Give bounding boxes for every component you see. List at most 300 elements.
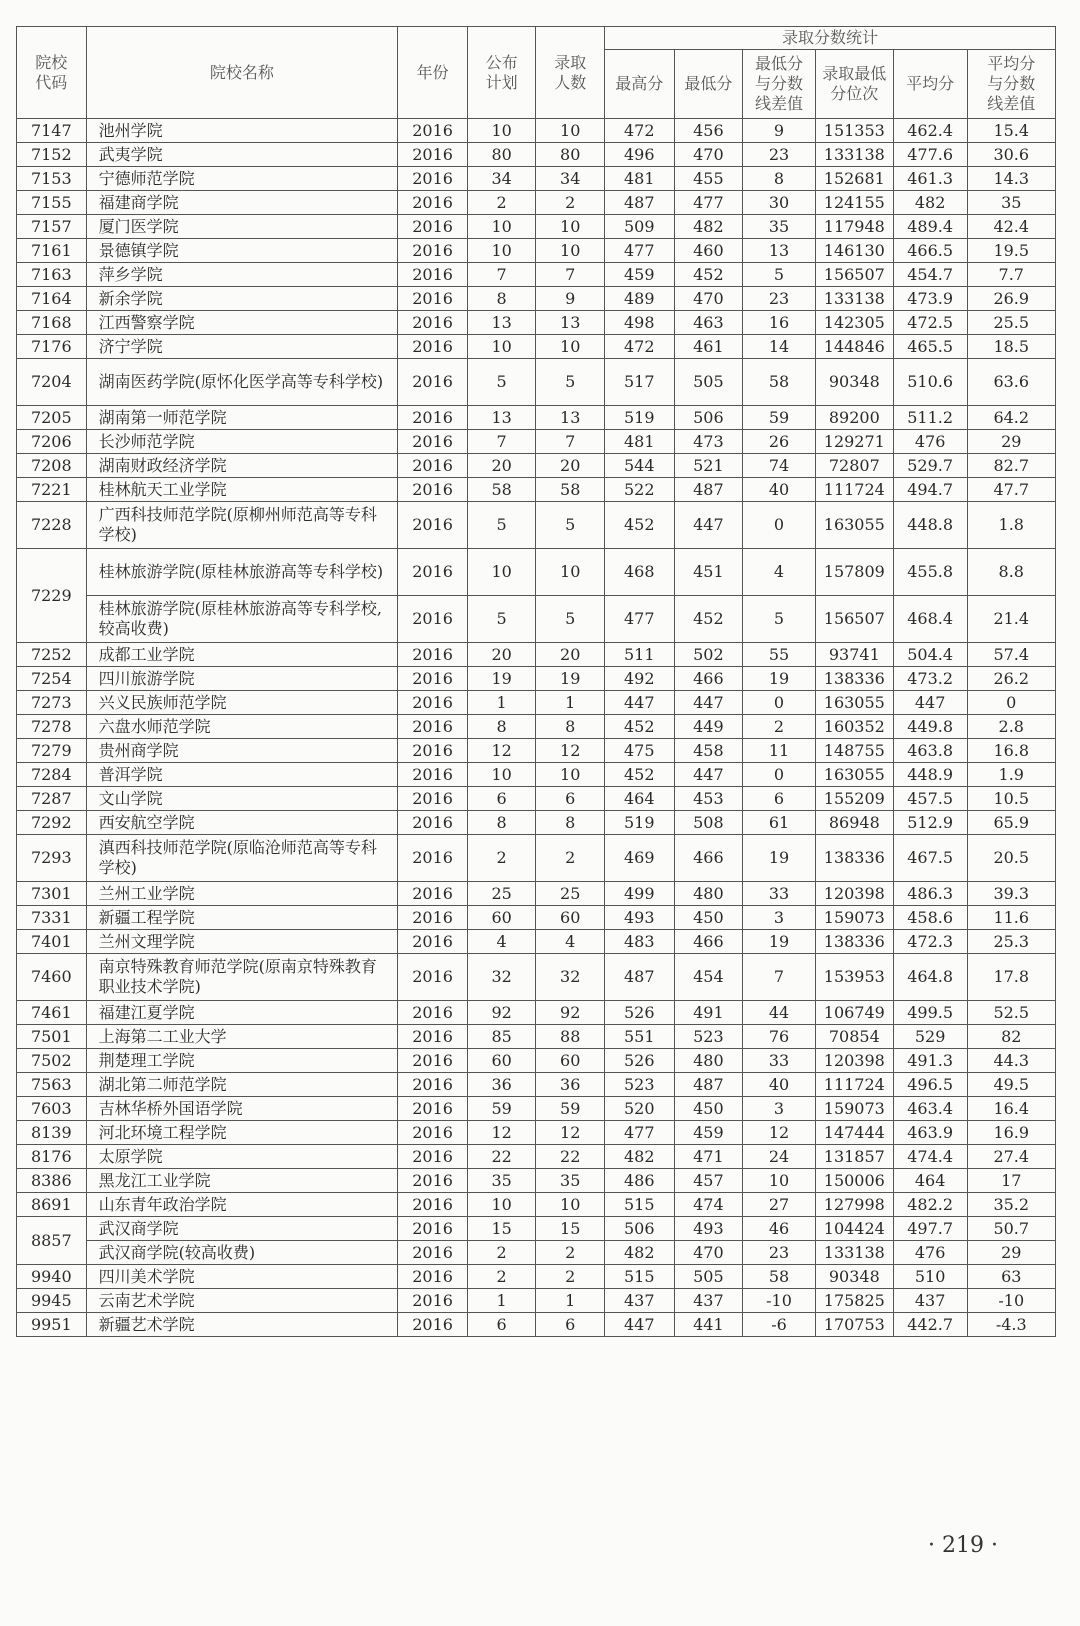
cell-min: 466 xyxy=(674,930,743,954)
table-row xyxy=(17,119,1056,143)
cell-min-diff: 3 xyxy=(743,1097,816,1121)
cell-plan: 19 xyxy=(467,667,536,691)
cell-min-diff: 0 xyxy=(743,763,816,787)
cell-code: 7401 xyxy=(17,930,87,954)
table-row xyxy=(17,954,1056,1001)
cell-avg-diff: 82 xyxy=(967,1025,1055,1049)
cell-max: 520 xyxy=(604,1097,674,1121)
cell-avg: 464.8 xyxy=(893,954,967,1001)
cell-code: 7208 xyxy=(17,454,87,478)
cell-max: 469 xyxy=(604,835,674,882)
cell-max: 498 xyxy=(604,311,674,335)
cell-year: 2016 xyxy=(398,691,468,715)
cell-avg: 529.7 xyxy=(893,454,967,478)
cell-year: 2016 xyxy=(398,430,468,454)
cell-admitted: 13 xyxy=(536,406,605,430)
cell-code: 7161 xyxy=(17,239,87,263)
cell-year: 2016 xyxy=(398,263,468,287)
cell-min-rank: 111724 xyxy=(815,478,893,502)
cell-admitted: 80 xyxy=(536,143,605,167)
cell-avg: 465.5 xyxy=(893,335,967,359)
cell-code: 7153 xyxy=(17,167,87,191)
cell-avg-diff: 10.5 xyxy=(967,787,1055,811)
cell-min: 523 xyxy=(674,1025,743,1049)
cell-admitted: 15 xyxy=(536,1217,605,1241)
cell-min: 447 xyxy=(674,763,743,787)
cell-max: 526 xyxy=(604,1001,674,1025)
cell-avg-diff: 29 xyxy=(967,430,1055,454)
cell-admitted: 8 xyxy=(536,811,605,835)
table-row xyxy=(17,311,1056,335)
table-row xyxy=(17,763,1056,787)
cell-name: 江西警察学院 xyxy=(86,311,398,335)
cell-name: 宁德师范学院 xyxy=(86,167,398,191)
cell-min-diff: 19 xyxy=(743,667,816,691)
cell-min-rank: 146130 xyxy=(815,239,893,263)
cell-admitted: 6 xyxy=(536,787,605,811)
cell-year: 2016 xyxy=(398,1097,468,1121)
cell-min: 505 xyxy=(674,359,743,406)
cell-max: 483 xyxy=(604,930,674,954)
cell-name: 兴义民族师范学院 xyxy=(86,691,398,715)
cell-year: 2016 xyxy=(398,359,468,406)
cell-year: 2016 xyxy=(398,1193,468,1217)
cell-avg: 463.4 xyxy=(893,1097,967,1121)
cell-avg: 448.9 xyxy=(893,763,967,787)
cell-min-diff: 13 xyxy=(743,239,816,263)
cell-min-rank: 160352 xyxy=(815,715,893,739)
cell-avg: 467.5 xyxy=(893,835,967,882)
cell-min-diff: 19 xyxy=(743,930,816,954)
cell-admitted: 7 xyxy=(536,263,605,287)
cell-code: 7603 xyxy=(17,1097,87,1121)
cell-year: 2016 xyxy=(398,1001,468,1025)
cell-code: 7228 xyxy=(17,502,87,549)
cell-min-rank: 144846 xyxy=(815,335,893,359)
cell-avg-diff: 1.8 xyxy=(967,502,1055,549)
cell-avg-diff: -10 xyxy=(967,1289,1055,1313)
cell-avg-diff: 8.8 xyxy=(967,549,1055,596)
cell-admitted: 35 xyxy=(536,1169,605,1193)
cell-admitted: 8 xyxy=(536,715,605,739)
cell-code: 9940 xyxy=(17,1265,87,1289)
cell-min-diff: 61 xyxy=(743,811,816,835)
cell-name: 厦门医学院 xyxy=(86,215,398,239)
table-row xyxy=(17,643,1056,667)
cell-code: 7273 xyxy=(17,691,87,715)
cell-avg: 466.5 xyxy=(893,239,967,263)
cell-plan: 12 xyxy=(467,739,536,763)
cell-year: 2016 xyxy=(398,1289,468,1313)
cell-avg-diff: 63.6 xyxy=(967,359,1055,406)
cell-min-rank: 138336 xyxy=(815,835,893,882)
table-row xyxy=(17,811,1056,835)
cell-min: 477 xyxy=(674,191,743,215)
cell-name: 武夷学院 xyxy=(86,143,398,167)
cell-year: 2016 xyxy=(398,954,468,1001)
cell-min-rank: 151353 xyxy=(815,119,893,143)
header-max: 最高分 xyxy=(604,50,674,119)
cell-plan: 5 xyxy=(467,359,536,406)
cell-min-diff: 7 xyxy=(743,954,816,1001)
cell-min-rank: 159073 xyxy=(815,906,893,930)
cell-min: 463 xyxy=(674,311,743,335)
cell-avg: 512.9 xyxy=(893,811,967,835)
cell-plan: 10 xyxy=(467,239,536,263)
cell-name: 普洱学院 xyxy=(86,763,398,787)
cell-min-diff: 33 xyxy=(743,1049,816,1073)
admission-score-table xyxy=(16,26,1056,1337)
cell-avg-diff: 19.5 xyxy=(967,239,1055,263)
cell-name: 成都工业学院 xyxy=(86,643,398,667)
cell-max: 447 xyxy=(604,1313,674,1337)
cell-plan: 32 xyxy=(467,954,536,1001)
cell-year: 2016 xyxy=(398,502,468,549)
cell-min: 473 xyxy=(674,430,743,454)
cell-plan: 58 xyxy=(467,478,536,502)
table-row xyxy=(17,359,1056,406)
cell-max: 496 xyxy=(604,143,674,167)
cell-min-diff: 74 xyxy=(743,454,816,478)
cell-year: 2016 xyxy=(398,335,468,359)
table-row xyxy=(17,1121,1056,1145)
cell-avg: 496.5 xyxy=(893,1073,967,1097)
cell-min-diff: 58 xyxy=(743,359,816,406)
cell-min: 452 xyxy=(674,596,743,643)
cell-admitted: 32 xyxy=(536,954,605,1001)
cell-min: 456 xyxy=(674,119,743,143)
cell-min-diff: 27 xyxy=(743,1193,816,1217)
cell-year: 2016 xyxy=(398,191,468,215)
cell-avg: 457.5 xyxy=(893,787,967,811)
cell-name: 新疆工程学院 xyxy=(86,906,398,930)
cell-avg-diff: 1.9 xyxy=(967,763,1055,787)
cell-min-rank: 150006 xyxy=(815,1169,893,1193)
table-row xyxy=(17,215,1056,239)
cell-year: 2016 xyxy=(398,478,468,502)
cell-avg-diff: 17.8 xyxy=(967,954,1055,1001)
cell-code: 7206 xyxy=(17,430,87,454)
cell-code: 7157 xyxy=(17,215,87,239)
cell-min: 470 xyxy=(674,1241,743,1265)
cell-min-diff: 14 xyxy=(743,335,816,359)
cell-min-rank: 124155 xyxy=(815,191,893,215)
cell-min-diff: 58 xyxy=(743,1265,816,1289)
cell-year: 2016 xyxy=(398,119,468,143)
cell-code: 7460 xyxy=(17,954,87,1001)
cell-avg: 482.2 xyxy=(893,1193,967,1217)
cell-min-rank: 70854 xyxy=(815,1025,893,1049)
cell-avg: 497.7 xyxy=(893,1217,967,1241)
cell-min-diff: 40 xyxy=(743,1073,816,1097)
cell-admitted: 5 xyxy=(536,502,605,549)
cell-plan: 2 xyxy=(467,1265,536,1289)
cell-admitted: 5 xyxy=(536,359,605,406)
cell-min: 482 xyxy=(674,215,743,239)
cell-max: 452 xyxy=(604,715,674,739)
cell-code: 7176 xyxy=(17,335,87,359)
table-row xyxy=(17,1193,1056,1217)
cell-min: 437 xyxy=(674,1289,743,1313)
cell-avg: 510.6 xyxy=(893,359,967,406)
cell-min-rank: 111724 xyxy=(815,1073,893,1097)
cell-max: 509 xyxy=(604,215,674,239)
cell-admitted: 25 xyxy=(536,882,605,906)
table-row xyxy=(17,596,1056,643)
cell-code: 7501 xyxy=(17,1025,87,1049)
cell-min: 480 xyxy=(674,882,743,906)
header-min: 最低分 xyxy=(674,50,743,119)
cell-admitted: 4 xyxy=(536,930,605,954)
cell-min-diff: 16 xyxy=(743,311,816,335)
cell-plan: 25 xyxy=(467,882,536,906)
header-min-diff: 最低分 与分数 线差值 xyxy=(743,50,816,119)
cell-max: 523 xyxy=(604,1073,674,1097)
cell-min: 521 xyxy=(674,454,743,478)
cell-avg-diff: 14.3 xyxy=(967,167,1055,191)
cell-avg-diff: 49.5 xyxy=(967,1073,1055,1097)
cell-year: 2016 xyxy=(398,1145,468,1169)
cell-max: 506 xyxy=(604,1217,674,1241)
cell-admitted: 58 xyxy=(536,478,605,502)
cell-year: 2016 xyxy=(398,1049,468,1073)
table-row xyxy=(17,787,1056,811)
cell-min-diff: 33 xyxy=(743,882,816,906)
cell-admitted: 12 xyxy=(536,1121,605,1145)
cell-avg-diff: 15.4 xyxy=(967,119,1055,143)
cell-min-rank: 133138 xyxy=(815,287,893,311)
cell-min: 447 xyxy=(674,691,743,715)
cell-avg-diff: 26.2 xyxy=(967,667,1055,691)
cell-plan: 10 xyxy=(467,1193,536,1217)
cell-admitted: 34 xyxy=(536,167,605,191)
cell-avg: 442.7 xyxy=(893,1313,967,1337)
cell-min-diff: 44 xyxy=(743,1001,816,1025)
cell-plan: 59 xyxy=(467,1097,536,1121)
cell-min-rank: 93741 xyxy=(815,643,893,667)
cell-min-diff: 0 xyxy=(743,691,816,715)
cell-max: 472 xyxy=(604,119,674,143)
cell-code: 8691 xyxy=(17,1193,87,1217)
cell-avg: 449.8 xyxy=(893,715,967,739)
cell-min-rank: 138336 xyxy=(815,667,893,691)
table-row xyxy=(17,143,1056,167)
cell-plan: 5 xyxy=(467,596,536,643)
cell-plan: 20 xyxy=(467,643,536,667)
table-row xyxy=(17,1049,1056,1073)
cell-min-diff: 23 xyxy=(743,143,816,167)
cell-avg: 486.3 xyxy=(893,882,967,906)
table-row xyxy=(17,1217,1056,1241)
cell-code: 9945 xyxy=(17,1289,87,1313)
table-row xyxy=(17,1265,1056,1289)
cell-name: 福建江夏学院 xyxy=(86,1001,398,1025)
cell-plan: 1 xyxy=(467,1289,536,1313)
cell-admitted: 2 xyxy=(536,1265,605,1289)
cell-max: 551 xyxy=(604,1025,674,1049)
cell-min: 453 xyxy=(674,787,743,811)
cell-code: 7287 xyxy=(17,787,87,811)
table-row xyxy=(17,263,1056,287)
cell-min-diff: 26 xyxy=(743,430,816,454)
cell-avg-diff: 82.7 xyxy=(967,454,1055,478)
cell-avg-diff: 27.4 xyxy=(967,1145,1055,1169)
cell-admitted: 10 xyxy=(536,335,605,359)
cell-max: 515 xyxy=(604,1193,674,1217)
cell-min-diff: 8 xyxy=(743,167,816,191)
cell-avg: 462.4 xyxy=(893,119,967,143)
cell-plan: 10 xyxy=(467,335,536,359)
cell-min-diff: 2 xyxy=(743,715,816,739)
cell-max: 487 xyxy=(604,954,674,1001)
cell-avg: 491.3 xyxy=(893,1049,967,1073)
cell-min-rank: 120398 xyxy=(815,882,893,906)
cell-min-diff: 0 xyxy=(743,502,816,549)
cell-code: 7163 xyxy=(17,263,87,287)
cell-min-rank: 159073 xyxy=(815,1097,893,1121)
cell-min-rank: 106749 xyxy=(815,1001,893,1025)
table-row xyxy=(17,430,1056,454)
cell-min-diff: 9 xyxy=(743,119,816,143)
cell-avg: 476 xyxy=(893,430,967,454)
table-row xyxy=(17,239,1056,263)
cell-code: 8857 xyxy=(17,1217,87,1265)
cell-year: 2016 xyxy=(398,906,468,930)
cell-admitted: 12 xyxy=(536,739,605,763)
cell-year: 2016 xyxy=(398,215,468,239)
cell-plan: 8 xyxy=(467,715,536,739)
cell-name: 桂林旅游学院(原桂林旅游高等专科学校) xyxy=(86,549,398,596)
cell-code: 7292 xyxy=(17,811,87,835)
cell-min-diff: 4 xyxy=(743,549,816,596)
cell-plan: 2 xyxy=(467,1241,536,1265)
cell-admitted: 20 xyxy=(536,454,605,478)
cell-avg: 455.8 xyxy=(893,549,967,596)
cell-max: 489 xyxy=(604,287,674,311)
cell-admitted: 10 xyxy=(536,549,605,596)
cell-max: 526 xyxy=(604,1049,674,1073)
cell-max: 493 xyxy=(604,906,674,930)
cell-max: 482 xyxy=(604,1241,674,1265)
cell-avg-diff: 44.3 xyxy=(967,1049,1055,1073)
cell-year: 2016 xyxy=(398,549,468,596)
table-row xyxy=(17,335,1056,359)
cell-year: 2016 xyxy=(398,667,468,691)
table-row xyxy=(17,1313,1056,1337)
cell-avg: 464 xyxy=(893,1169,967,1193)
cell-avg: 504.4 xyxy=(893,643,967,667)
cell-code: 7252 xyxy=(17,643,87,667)
cell-min: 470 xyxy=(674,143,743,167)
cell-admitted: 88 xyxy=(536,1025,605,1049)
cell-year: 2016 xyxy=(398,1121,468,1145)
cell-max: 481 xyxy=(604,167,674,191)
cell-name: 河北环境工程学院 xyxy=(86,1121,398,1145)
cell-name: 黑龙江工业学院 xyxy=(86,1169,398,1193)
cell-plan: 80 xyxy=(467,143,536,167)
cell-avg: 448.8 xyxy=(893,502,967,549)
cell-min: 505 xyxy=(674,1265,743,1289)
cell-min-rank: 157809 xyxy=(815,549,893,596)
table-row xyxy=(17,1169,1056,1193)
cell-min: 454 xyxy=(674,954,743,1001)
cell-min-diff: 30 xyxy=(743,191,816,215)
cell-year: 2016 xyxy=(398,811,468,835)
header-name: 院校名称 xyxy=(86,27,398,119)
cell-min-diff: 40 xyxy=(743,478,816,502)
cell-min: 466 xyxy=(674,667,743,691)
cell-min-rank: 72807 xyxy=(815,454,893,478)
cell-min: 450 xyxy=(674,906,743,930)
cell-min-diff: 5 xyxy=(743,263,816,287)
cell-min-rank: 90348 xyxy=(815,359,893,406)
cell-min-rank: 163055 xyxy=(815,691,893,715)
cell-year: 2016 xyxy=(398,311,468,335)
cell-name: 湖南财政经济学院 xyxy=(86,454,398,478)
cell-name: 文山学院 xyxy=(86,787,398,811)
header-avg: 平均分 xyxy=(893,50,967,119)
cell-avg-diff: 21.4 xyxy=(967,596,1055,643)
cell-min: 455 xyxy=(674,167,743,191)
cell-code: 7254 xyxy=(17,667,87,691)
cell-plan: 10 xyxy=(467,119,536,143)
cell-avg: 476 xyxy=(893,1241,967,1265)
cell-name: 兰州文理学院 xyxy=(86,930,398,954)
cell-avg: 510 xyxy=(893,1265,967,1289)
table-row xyxy=(17,1025,1056,1049)
cell-min-rank: 127998 xyxy=(815,1193,893,1217)
cell-min-rank: 89200 xyxy=(815,406,893,430)
cell-min-diff: 24 xyxy=(743,1145,816,1169)
cell-min: 508 xyxy=(674,811,743,835)
table-row xyxy=(17,454,1056,478)
cell-max: 464 xyxy=(604,787,674,811)
cell-name: 四川美术学院 xyxy=(86,1265,398,1289)
cell-min-diff: 6 xyxy=(743,787,816,811)
cell-plan: 13 xyxy=(467,311,536,335)
cell-plan: 60 xyxy=(467,1049,536,1073)
table-row xyxy=(17,502,1056,549)
header-min-rank: 录取最低 分位次 xyxy=(815,50,893,119)
table-row xyxy=(17,549,1056,596)
cell-max: 459 xyxy=(604,263,674,287)
cell-min: 447 xyxy=(674,502,743,549)
cell-min: 441 xyxy=(674,1313,743,1337)
cell-year: 2016 xyxy=(398,1265,468,1289)
cell-avg-diff: 42.4 xyxy=(967,215,1055,239)
cell-name: 滇西科技师范学院(原临沧师范高等专科学校) xyxy=(86,835,398,882)
cell-min-rank: 155209 xyxy=(815,787,893,811)
cell-code: 7152 xyxy=(17,143,87,167)
cell-max: 447 xyxy=(604,691,674,715)
cell-min-rank: 129271 xyxy=(815,430,893,454)
cell-max: 486 xyxy=(604,1169,674,1193)
cell-plan: 15 xyxy=(467,1217,536,1241)
cell-name: 广西科技师范学院(原柳州师范高等专科学校) xyxy=(86,502,398,549)
cell-admitted: 92 xyxy=(536,1001,605,1025)
cell-year: 2016 xyxy=(398,643,468,667)
cell-avg-diff: 16.4 xyxy=(967,1097,1055,1121)
cell-avg-diff: 63 xyxy=(967,1265,1055,1289)
cell-plan: 60 xyxy=(467,906,536,930)
cell-max: 544 xyxy=(604,454,674,478)
cell-min-rank: 138336 xyxy=(815,930,893,954)
cell-min: 502 xyxy=(674,643,743,667)
cell-code: 7204 xyxy=(17,359,87,406)
cell-name: 四川旅游学院 xyxy=(86,667,398,691)
cell-code: 7331 xyxy=(17,906,87,930)
cell-avg-diff: 47.7 xyxy=(967,478,1055,502)
